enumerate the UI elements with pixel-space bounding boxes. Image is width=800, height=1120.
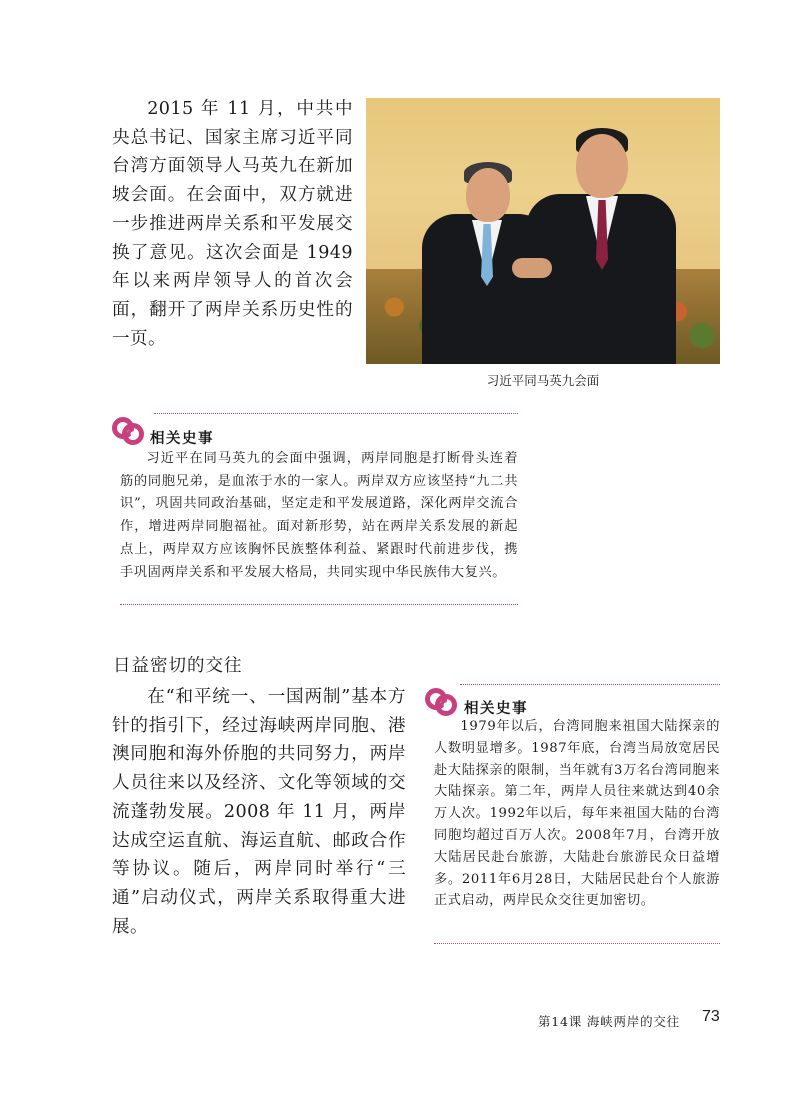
handshake (512, 258, 552, 278)
box1-top-divider (154, 413, 518, 414)
box1-bottom-divider (120, 604, 518, 605)
box1-text: 习近平在同马英九的会面中强调，两岸同胞是打断骨头连着筋的同胞兄弟，是血浓于水的一家人。两岸双方应该坚持“九二共识”，巩固共同政治基础，坚定走和平发展道路，深化两岸交流合作，增进两岸同胞福祉。面对新形势，站在两岸关系发展的新起点上，两岸双方应该胸怀民族整体利益、紧跟时代前进步伐，携手巩固两岸关系和平发展大格局，共同实现中华民族伟大复兴。 (120, 451, 518, 580)
box2-top-divider (460, 684, 720, 685)
right-person-figure (526, 114, 676, 364)
box2-title: 相关史事 (464, 701, 528, 717)
intro-paragraph: 2015 年 11 月，中共中央总书记、国家主席习近平同台湾方面领导人马英九在新加坡会面。在会面中，双方就进一步推进两岸关系和平发展交换了意见。这次会面是 1949 年以来两岸领导人的首次会面，翻开了两岸关系历史性的一页。 (112, 99, 353, 349)
meeting-photo (366, 98, 720, 364)
footer-lesson-label: 第14课 海峡两岸的交往 (538, 1014, 680, 1029)
related-facts-icon (112, 415, 144, 447)
section-heading: 日益密切的交往 (113, 656, 243, 676)
photo-caption: 习近平同马英九会面 (486, 373, 600, 388)
related-facts-icon (425, 686, 457, 718)
box2-text: 1979年以后，台湾同胞来祖国大陆探亲的人数明显增多。1987年底，台湾当局放宽居民赴大陆探亲的限制，当年就有3万名台湾同胞来大陆探亲。第二年，两岸人员往来就达到40余万人次。1992年以后，每年来祖国大陆的台湾同胞均超过百万人次。2008年7月，台湾开放大陆居民赴台旅游，大陆赴台旅游民众日益增多。2011年6月28日，大陆居民赴台个人旅游正式启动，两岸民众交往更加密切。 (434, 719, 720, 909)
section-paragraph: 在“和平统一、一国两制”基本方针的指引下，经过海峡两岸同胞、港澳同胞和海外侨胞的共同努力，两岸人员往来以及经济、文化等领域的交流蓬勃发展。2008 年 11 月，两岸达成空运直航、海运直航、邮政合作等协议。随后，两岸同时举行“三通”启动仪式，两岸关系取得重大进展。 (112, 687, 406, 937)
box2-bottom-divider (434, 943, 720, 944)
box1-title: 相关史事 (150, 431, 214, 447)
page-number: 73 (702, 1008, 720, 1025)
